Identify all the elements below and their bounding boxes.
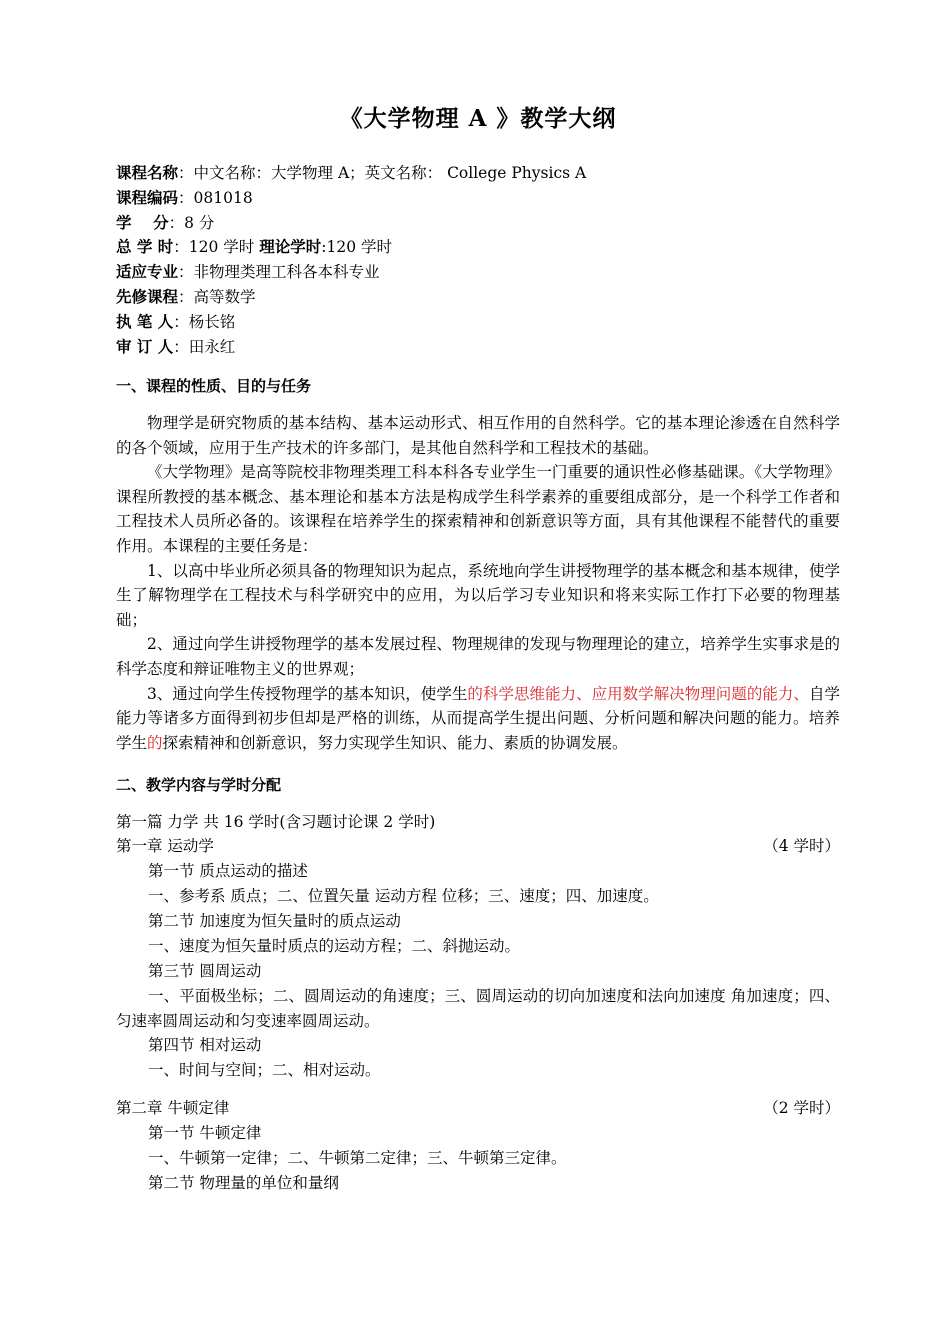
part-title: 第一篇 力学 共 16 学时(含习题讨论课 2 学时) [116,813,436,831]
paragraph-text: 探索精神和创新意识，努力实现学生知识、能力、素质的协调发展。 [162,733,628,752]
paragraph-text: 3、通过向学生传授物理学的基本知识，使学生 [147,684,468,703]
info-credits [116,211,586,236]
page-title: 《大学物理 A 》教学大纲 [339,105,617,132]
info-value: ：非物理类理工科各本科专业 [178,263,380,282]
info-key: 课程名称 [116,164,179,182]
section-heading-2: 二、教学内容与学时分配 [116,776,282,794]
info-key: 课程编码 [116,188,179,207]
chapter-hours: （4 学时） [763,837,840,855]
chapter-2-row [116,1096,840,1121]
section-title: 第四节 相对运动 [148,1036,262,1054]
info-course-name [116,161,586,186]
info-value: ：中文名称：大学物理 A；英文名称： College Physics A [178,164,587,182]
paragraph: 物理学是研究物质的基本结构、基本运动形式、相互作用的自然科学。它的基本理论渗透在自然科学的各个领域，应用于生产技术的许多部门，是其他自然科学和工程技术的基础。 [116,414,840,457]
info-key: 总 学 时 [116,238,174,257]
info-author [116,310,586,335]
info-key: 先修课程 [116,287,179,306]
section-title: 第一节 质点运动的描述 [148,862,308,880]
course-info [116,161,586,359]
info-reviewer [116,335,586,360]
info-majors [116,260,586,285]
info-key: 学 分 [116,213,169,232]
section-content: 一、参考系 质点；二、位置矢量 运动方程 位移；三、速度；四、加速度。 [148,887,659,905]
info-key: 执 笔 人 [116,312,174,331]
info-total-hours [116,235,586,260]
chapter-hours: （2 学时） [763,1099,840,1117]
chapter-1-row [116,834,840,859]
info-course-code [116,186,586,211]
section-title: 第二节 加速度为恒矢量时的质点运动 [148,912,401,930]
section-title: 第三节 圆周运动 [148,962,262,980]
info-key: 审 订 人 [116,337,174,356]
highlighted-text: 的 [147,733,163,752]
section-content: 一、牛顿第一定律；二、牛顿第二定律；三、牛顿第三定律。 [148,1149,567,1167]
paragraph-text: 自学能力等诸多方面得到初步但却是严格的训练，从而提高学生提出问题、分析问题和解决问题的能力。培养学生 [116,684,840,752]
info-value: ：杨长铭 [173,312,236,331]
paragraph: 1、以高中毕业所必须具备的物理知识为起点，系统地向学生讲授物理学的基本概念和基本规律，使学生了解物理学在工程技术与科学研究中的应用，为以后学习专业知识和将来实际工作打下必要的物理基础； [116,561,840,629]
section-title: 第一节 牛顿定律 [148,1124,262,1142]
info-value: ：081018 [178,188,253,207]
paragraph [116,682,840,756]
section-title: 第二节 物理量的单位和量纲 [148,1174,339,1192]
highlighted-text: 的科学思维能力、应用数学解决物理问题的能力、 [467,684,809,703]
info-value: ：8 分 [168,213,215,232]
paragraph: 《大学物理》是高等院校非物理类理工科本科各专业学生一门重要的通识性必修基础课。《大学物理》课程所教授的基本概念、基本理论和基本方法是构成学生科学素养的重要组成部分，是一个科学工作者和工程技术人员所必备的。该课程在培养学生的探索精神和创新意识等方面，具有其他课程不能替代的重要作用。本课程的主要任务是： [116,463,840,555]
info-value: ：高等数学 [178,287,256,306]
section-content: 一、速度为恒矢量时质点的运动方程；二、斜抛运动。 [148,937,521,955]
info-value: ：120 学时 [173,238,260,257]
section-content: 一、时间与空间；二、相对运动。 [148,1061,381,1079]
section-content: 一、平面极坐标；二、圆周运动的角速度；三、圆周运动的切向加速度和法向加速度 角加速度；四、匀速率圆周运动和匀变速率圆周运动。 [116,987,840,1030]
chapter-title: 第一章 运动学 [116,837,214,855]
chapter-title: 第二章 牛顿定律 [116,1099,230,1117]
info-value-theory: :120 学时 [321,238,392,257]
section-heading-1: 一、课程的性质、目的与任务 [116,377,312,395]
info-key-theory: 理论学时 [259,238,322,257]
info-prerequisite [116,285,586,310]
info-key: 适应专业 [116,263,179,282]
info-value: ：田永红 [173,337,236,356]
paragraph: 2、通过向学生讲授物理学的基本发展过程、物理规律的发现与物理理论的建立，培养学生实事求是的科学态度和辩证唯物主义的世界观； [116,635,840,678]
section-1-body [116,411,840,755]
